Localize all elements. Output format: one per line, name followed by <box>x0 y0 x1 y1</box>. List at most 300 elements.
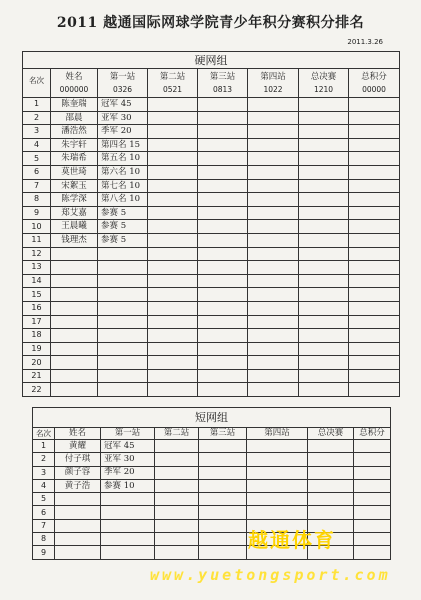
empty-cell <box>349 315 400 329</box>
empty-cell <box>299 193 349 207</box>
empty-cell <box>299 315 349 329</box>
empty-cell <box>199 479 247 492</box>
table-row <box>33 533 391 546</box>
empty-cell <box>199 453 247 466</box>
player-name-cell <box>51 301 98 315</box>
empty-cell <box>198 301 248 315</box>
player-name-cell: 朱宇轩 <box>51 138 98 152</box>
empty-cell <box>148 315 198 329</box>
empty-cell <box>349 369 400 383</box>
stage-1-points-cell <box>98 356 148 370</box>
player-name-cell <box>51 369 98 383</box>
watermark-logo-text: 越通体育 <box>248 528 336 552</box>
rank-cell: 20 <box>23 356 51 370</box>
short-header-row <box>33 428 391 440</box>
empty-cell <box>198 342 248 356</box>
empty-cell <box>199 506 247 519</box>
empty-cell <box>198 165 248 179</box>
player-name-cell: 钱理杰 <box>51 233 98 247</box>
stage-1-points-cell <box>98 315 148 329</box>
player-name-cell <box>55 493 101 506</box>
hard-header-label: 名次 <box>29 76 44 86</box>
rank-cell: 2 <box>33 453 55 466</box>
table-row <box>23 383 400 397</box>
empty-cell <box>354 506 391 519</box>
stage-1-points-cell: 第八名 10 <box>98 193 148 207</box>
rank-cell: 8 <box>33 533 55 546</box>
empty-cell <box>349 193 400 207</box>
hard-header-6 <box>299 69 349 98</box>
player-name-cell <box>51 356 98 370</box>
player-name-cell <box>51 315 98 329</box>
empty-cell <box>248 179 299 193</box>
table-row <box>23 288 400 302</box>
empty-cell <box>248 274 299 288</box>
empty-cell <box>299 152 349 166</box>
rank-cell: 1 <box>23 98 51 112</box>
empty-cell <box>299 138 349 152</box>
empty-cell <box>354 440 391 453</box>
rank-cell: 15 <box>23 288 51 302</box>
table-row <box>23 261 400 275</box>
hard-header-2 <box>98 69 148 98</box>
rank-cell: 6 <box>23 165 51 179</box>
table-row <box>33 453 391 466</box>
player-name-cell: 莫世琦 <box>51 165 98 179</box>
empty-cell <box>349 288 400 302</box>
empty-cell <box>349 233 400 247</box>
empty-cell <box>354 546 391 559</box>
empty-cell <box>308 506 354 519</box>
table-row <box>23 98 400 112</box>
rank-cell: 16 <box>23 301 51 315</box>
empty-cell <box>248 206 299 220</box>
empty-cell <box>148 179 198 193</box>
empty-cell <box>248 165 299 179</box>
empty-cell <box>354 466 391 479</box>
empty-cell <box>247 466 308 479</box>
short-header-0: 名次 <box>33 428 55 440</box>
stage-1-points-cell <box>98 261 148 275</box>
table-row <box>23 220 400 234</box>
rank-cell: 4 <box>23 138 51 152</box>
empty-cell <box>308 479 354 492</box>
player-name-cell: 颜子容 <box>55 466 101 479</box>
empty-cell <box>299 233 349 247</box>
empty-cell <box>148 98 198 112</box>
empty-cell <box>248 356 299 370</box>
rank-cell: 4 <box>33 479 55 492</box>
player-name-cell: 王晨曦 <box>51 220 98 234</box>
hard-court-caption: 硬网组 <box>23 52 400 69</box>
empty-cell <box>148 111 198 125</box>
player-name-cell <box>51 261 98 275</box>
empty-cell <box>299 342 349 356</box>
table-row <box>33 440 391 453</box>
hard-header-label: 第三站 <box>209 72 236 82</box>
rank-cell: 9 <box>23 206 51 220</box>
stage-1-points-cell <box>98 274 148 288</box>
empty-cell <box>148 356 198 370</box>
empty-cell <box>198 356 248 370</box>
hard-header-code: 0813 <box>212 84 233 94</box>
empty-cell <box>199 440 247 453</box>
stage-1-points-cell: 冠军 45 <box>98 98 148 112</box>
table-row <box>23 369 400 383</box>
empty-cell <box>198 206 248 220</box>
rank-cell: 22 <box>23 383 51 397</box>
empty-cell <box>198 247 248 261</box>
player-name-cell <box>51 247 98 261</box>
stage-1-points-cell <box>101 519 155 532</box>
empty-cell <box>308 453 354 466</box>
hard-header-4 <box>198 69 248 98</box>
player-name-cell <box>51 383 98 397</box>
hard-header-7 <box>349 69 400 98</box>
empty-cell <box>299 274 349 288</box>
empty-cell <box>349 98 400 112</box>
table-row <box>23 301 400 315</box>
short-header-4: 第三站 <box>199 428 247 440</box>
empty-cell <box>299 247 349 261</box>
player-name-cell <box>51 288 98 302</box>
table-row <box>23 329 400 343</box>
stage-1-points-cell: 季军 20 <box>98 125 148 139</box>
rank-cell: 17 <box>23 315 51 329</box>
empty-cell <box>198 383 248 397</box>
empty-cell <box>247 440 308 453</box>
table-row <box>23 274 400 288</box>
empty-cell <box>155 493 199 506</box>
table-row <box>33 546 391 559</box>
hard-header-code: 00000 <box>362 84 386 94</box>
empty-cell <box>148 193 198 207</box>
empty-cell <box>349 138 400 152</box>
empty-cell <box>308 440 354 453</box>
rank-cell: 19 <box>23 342 51 356</box>
table-row <box>33 506 391 519</box>
short-court-table <box>32 407 391 560</box>
stage-1-points-cell: 冠军 45 <box>101 440 155 453</box>
rank-cell: 8 <box>23 193 51 207</box>
rank-cell: 3 <box>33 466 55 479</box>
table-row <box>23 193 400 207</box>
rank-cell: 9 <box>33 546 55 559</box>
empty-cell <box>299 329 349 343</box>
player-name-cell <box>55 506 101 519</box>
empty-cell <box>155 479 199 492</box>
empty-cell <box>248 342 299 356</box>
short-header-7: 总积分 <box>354 428 391 440</box>
empty-cell <box>299 220 349 234</box>
empty-cell <box>198 233 248 247</box>
empty-cell <box>198 288 248 302</box>
player-name-cell <box>51 274 98 288</box>
empty-cell <box>198 274 248 288</box>
table-row <box>33 493 391 506</box>
empty-cell <box>349 329 400 343</box>
empty-cell <box>349 152 400 166</box>
empty-cell <box>299 98 349 112</box>
empty-cell <box>199 533 247 546</box>
empty-cell <box>299 383 349 397</box>
empty-cell <box>354 533 391 546</box>
empty-cell <box>349 247 400 261</box>
empty-cell <box>155 546 199 559</box>
empty-cell <box>308 466 354 479</box>
table-row <box>33 466 391 479</box>
stage-1-points-cell: 参赛 10 <box>101 479 155 492</box>
stage-1-points-cell <box>98 247 148 261</box>
empty-cell <box>148 247 198 261</box>
player-name-cell: 陈学深 <box>51 193 98 207</box>
stage-1-points-cell <box>98 329 148 343</box>
stage-1-points-cell <box>101 546 155 559</box>
player-name-cell: 宋絮玉 <box>51 179 98 193</box>
empty-cell <box>247 453 308 466</box>
empty-cell <box>248 98 299 112</box>
empty-cell <box>247 493 308 506</box>
table-row <box>23 233 400 247</box>
hard-header-1 <box>51 69 98 98</box>
rank-cell: 12 <box>23 247 51 261</box>
rank-cell: 18 <box>23 329 51 343</box>
table-row <box>33 479 391 492</box>
stage-1-points-cell: 季军 20 <box>101 466 155 479</box>
empty-cell <box>248 315 299 329</box>
empty-cell <box>299 261 349 275</box>
player-name-cell: 郑艾嘉 <box>51 206 98 220</box>
empty-cell <box>148 369 198 383</box>
empty-cell <box>148 138 198 152</box>
stage-1-points-cell: 亚军 30 <box>98 111 148 125</box>
player-name-cell: 潘浩然 <box>51 125 98 139</box>
rank-cell: 1 <box>33 440 55 453</box>
empty-cell <box>349 356 400 370</box>
hard-header-label: 姓名 <box>65 72 83 82</box>
player-name-cell: 付子琪 <box>55 453 101 466</box>
hard-header-code: 1022 <box>263 84 283 94</box>
empty-cell <box>248 233 299 247</box>
hard-header-label: 第二站 <box>159 72 186 82</box>
hard-header-code: 0326 <box>112 84 133 94</box>
empty-cell <box>148 233 198 247</box>
short-header-3: 第二站 <box>155 428 199 440</box>
empty-cell <box>299 165 349 179</box>
empty-cell <box>354 493 391 506</box>
stage-1-points-cell <box>101 506 155 519</box>
empty-cell <box>198 125 248 139</box>
empty-cell <box>299 369 349 383</box>
stage-1-points-cell <box>98 383 148 397</box>
empty-cell <box>198 152 248 166</box>
empty-cell <box>349 111 400 125</box>
empty-cell <box>354 519 391 532</box>
empty-cell <box>349 206 400 220</box>
empty-cell <box>354 479 391 492</box>
player-name-cell <box>55 519 101 532</box>
empty-cell <box>247 506 308 519</box>
rank-cell: 3 <box>23 125 51 139</box>
empty-cell <box>155 440 199 453</box>
rank-cell: 11 <box>23 233 51 247</box>
hard-header-label: 第一站 <box>109 72 136 82</box>
stage-1-points-cell: 第四名 15 <box>98 138 148 152</box>
table-row <box>23 356 400 370</box>
empty-cell <box>299 111 349 125</box>
table-row <box>23 125 400 139</box>
empty-cell <box>349 165 400 179</box>
empty-cell <box>349 220 400 234</box>
hard-header-label: 第四站 <box>260 72 286 82</box>
rank-cell: 21 <box>23 369 51 383</box>
empty-cell <box>148 342 198 356</box>
empty-cell <box>148 329 198 343</box>
stage-1-points-cell: 参赛 5 <box>98 220 148 234</box>
stage-1-points-cell: 亚军 30 <box>101 453 155 466</box>
empty-cell <box>155 519 199 532</box>
short-header-5: 第四站 <box>247 428 308 440</box>
empty-cell <box>299 301 349 315</box>
empty-cell <box>248 193 299 207</box>
short-header-1: 姓名 <box>55 428 101 440</box>
empty-cell <box>148 125 198 139</box>
player-name-cell <box>51 329 98 343</box>
player-name-cell <box>55 533 101 546</box>
empty-cell <box>248 383 299 397</box>
rank-cell: 7 <box>23 179 51 193</box>
hard-header-label: 总决赛 <box>310 72 337 82</box>
empty-cell <box>299 206 349 220</box>
stage-1-points-cell: 第七名 10 <box>98 179 148 193</box>
empty-cell <box>248 220 299 234</box>
empty-cell <box>248 261 299 275</box>
empty-cell <box>299 356 349 370</box>
table-row <box>23 152 400 166</box>
short-header-2: 第一站 <box>101 428 155 440</box>
empty-cell <box>198 111 248 125</box>
empty-cell <box>248 111 299 125</box>
empty-cell <box>198 138 248 152</box>
player-name-cell: 朱瑞希 <box>51 152 98 166</box>
empty-cell <box>349 342 400 356</box>
empty-cell <box>198 220 248 234</box>
stage-1-points-cell <box>101 533 155 546</box>
empty-cell <box>148 152 198 166</box>
empty-cell <box>248 301 299 315</box>
rank-cell: 10 <box>23 220 51 234</box>
empty-cell <box>148 261 198 275</box>
stage-1-points-cell <box>98 342 148 356</box>
rank-cell: 5 <box>23 152 51 166</box>
short-header-6: 总决赛 <box>308 428 354 440</box>
empty-cell <box>198 98 248 112</box>
table-row <box>23 315 400 329</box>
table-row <box>33 519 391 532</box>
hard-court-table <box>22 51 400 397</box>
hard-header-5 <box>248 69 299 98</box>
player-name-cell: 邵晨 <box>51 111 98 125</box>
empty-cell <box>155 533 199 546</box>
empty-cell <box>349 383 400 397</box>
empty-cell <box>148 220 198 234</box>
empty-cell <box>198 179 248 193</box>
player-name-cell: 陈奎瑞 <box>51 98 98 112</box>
empty-cell <box>349 274 400 288</box>
stage-1-points-cell: 第五名 10 <box>98 152 148 166</box>
empty-cell <box>148 206 198 220</box>
table-row <box>23 206 400 220</box>
empty-cell <box>148 301 198 315</box>
table-row <box>23 165 400 179</box>
empty-cell <box>198 261 248 275</box>
hard-header-code: 000000 <box>59 84 89 94</box>
hard-header-label: 总积分 <box>361 72 387 82</box>
table-row <box>23 111 400 125</box>
empty-cell <box>198 193 248 207</box>
empty-cell <box>299 179 349 193</box>
empty-cell <box>349 301 400 315</box>
rank-cell: 14 <box>23 274 51 288</box>
empty-cell <box>148 383 198 397</box>
rank-cell: 5 <box>33 493 55 506</box>
empty-cell <box>248 247 299 261</box>
watermark-url: www.yuetongsport.com <box>150 566 391 584</box>
empty-cell <box>148 288 198 302</box>
stage-1-points-cell: 参赛 5 <box>98 233 148 247</box>
player-name-cell <box>51 342 98 356</box>
empty-cell <box>247 479 308 492</box>
table-row <box>23 138 400 152</box>
empty-cell <box>155 453 199 466</box>
empty-cell <box>199 493 247 506</box>
empty-cell <box>308 493 354 506</box>
empty-cell <box>248 152 299 166</box>
empty-cell <box>199 519 247 532</box>
stage-1-points-cell <box>98 301 148 315</box>
empty-cell <box>198 369 248 383</box>
stage-1-points-cell <box>98 369 148 383</box>
empty-cell <box>349 179 400 193</box>
hard-header-3 <box>148 69 198 98</box>
stage-1-points-cell <box>98 288 148 302</box>
rank-cell: 2 <box>23 111 51 125</box>
table-row <box>23 179 400 193</box>
rank-cell: 6 <box>33 506 55 519</box>
empty-cell <box>198 315 248 329</box>
rank-cell: 7 <box>33 519 55 532</box>
player-name-cell: 黄子浩 <box>55 479 101 492</box>
player-name-cell <box>55 546 101 559</box>
empty-cell <box>155 466 199 479</box>
empty-cell <box>148 165 198 179</box>
empty-cell <box>248 138 299 152</box>
table-row <box>23 247 400 261</box>
empty-cell <box>354 453 391 466</box>
empty-cell <box>198 329 248 343</box>
empty-cell <box>248 369 299 383</box>
empty-cell <box>199 546 247 559</box>
document-date: 2011.3.26 <box>347 38 383 46</box>
empty-cell <box>299 288 349 302</box>
short-court-caption: 短网组 <box>33 408 391 428</box>
empty-cell <box>148 274 198 288</box>
rank-cell: 13 <box>23 261 51 275</box>
table-row <box>23 342 400 356</box>
empty-cell <box>248 125 299 139</box>
empty-cell <box>349 125 400 139</box>
hard-header-row <box>23 69 400 98</box>
